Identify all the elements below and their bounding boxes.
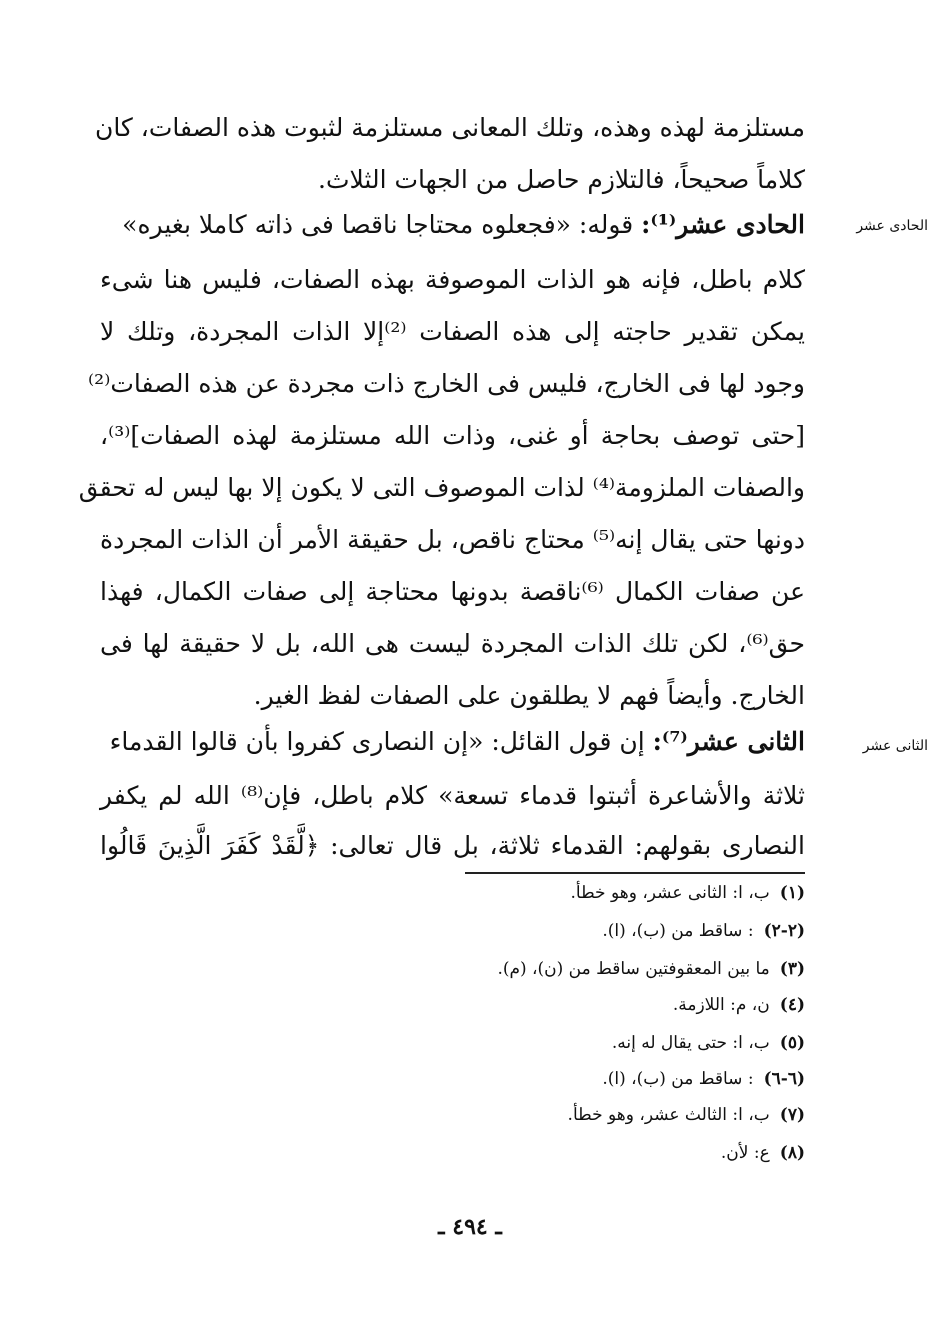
body-line: يمكن تقدير حاجته إلى هذه الصفات ⁽²⁾إلا الذات المجردة، وتلك لا (100, 317, 805, 346)
body-line: مستلزمة لهذه وهذه، وتلك المعانى مستلزمة لثبوت هذه الصفات، كان (94, 113, 805, 142)
footnote-text: ن، م: اللازمة. (672, 995, 770, 1015)
footnote (205, 880, 805, 906)
body-line: وجود لها فى الخارج، فليس فى الخارج ذات مجردة عن هذه الصفات⁽²⁾ (88, 369, 805, 398)
body-line: الخارج. وأيضاً فهم لا يطلقون على الصفات لفظ الغير. (253, 681, 805, 710)
body-line-text: إن قول القائل: «إن النصارى كفروا بأن قالوا القدماء (109, 727, 653, 756)
footnote-number: (٦-٦) (763, 1069, 805, 1089)
body-line: حق⁽⁶⁾، لكن تلك الذات المجردة ليست هى الله، بل لا حقيقة لها فى (100, 629, 805, 658)
body-line: عن صفات الكمال ⁽⁶⁾ناقصة بدونها محتاجة إلى صفات الكمال، فهذا (100, 577, 805, 606)
footnote-number: (٥) (779, 1033, 805, 1053)
body-line-section-twelve (109, 722, 805, 762)
footnote-number: (٢-٢) (763, 921, 805, 941)
body-line: كلام باطل، فإنه هو الذات الموصوفة بهذه الصفات، فليس هنا شىء (100, 265, 805, 294)
footnote-text: ب، ا: الثالث عشر، وهو خطأ. (567, 1105, 770, 1125)
margin-note-twelfth: الثانى عشر (862, 738, 928, 754)
section-heading-twelfth: الثانى عشر⁽⁷⁾: (652, 727, 805, 756)
page-number: ـ ٤٩٤ ـ (438, 1214, 502, 1240)
footnote (205, 956, 805, 982)
footnote (205, 992, 805, 1018)
footnote-text: ما بين المعقوفتين ساقط من (ن)، (م). (497, 959, 770, 979)
footnote (205, 1102, 805, 1128)
margin-note-eleventh: الحادى عشر (856, 218, 928, 234)
body-line: دونها حتى يقال إنه⁽⁵⁾ محتاج ناقص، بل حقيقة الأمر أن الذات المجردة (100, 525, 805, 554)
body-line: كلاماً صحيحاً، فالتلازم حاصل من الجهات الثلاث. (318, 165, 805, 194)
body-line-text: قوله: «فجعلوه محتاجا ناقصا فى ذاته كاملا بغيره» (122, 210, 642, 239)
body-line: النصارى بقولهم: القدماء ثلاثة، بل قال تعالى: ﴿لَّقَدْ كَفَرَ الَّذِينَ قَالُوا (100, 831, 805, 860)
body-line: والصفات الملزومة⁽⁴⁾ لذات الموصوف التى لا يكون إلا بها ليس له تحقق (78, 473, 805, 502)
footnote-text: ب، ا: الثانى عشر، وهو خطأ. (570, 883, 770, 903)
footnote-number: (٨) (779, 1143, 805, 1163)
footnote-number: (٤) (779, 995, 805, 1015)
body-line: [حتى توصف بحاجة أو غنى، وذات الله مستلزمة لهذه الصفات]⁽³⁾، (100, 421, 805, 450)
footnote-number: (٧) (779, 1105, 805, 1125)
footnote (205, 1030, 805, 1056)
body-line: ثلاثة والأشاعرة أثبتوا قدماء تسعة» كلام باطل، فإن⁽⁸⁾ الله لم يكفر (100, 781, 806, 810)
footnote (205, 1140, 805, 1166)
footnote-text: : ساقط من (ب)، (ا). (602, 1069, 754, 1089)
footnote-separator (465, 872, 805, 874)
footnote-text: ع: لأن. (720, 1143, 770, 1163)
footnote-number: (١) (779, 883, 805, 903)
footnote-text: ب، ا: حتى يقال له إنه. (611, 1033, 770, 1053)
footnote-number: (٣) (779, 959, 805, 979)
body-line-section-eleven (122, 205, 805, 245)
section-heading-eleventh: الحادى عشر⁽¹⁾: (641, 210, 805, 239)
footnote-text: : ساقط من (ب)، (ا). (602, 921, 754, 941)
footnote (205, 918, 805, 944)
footnote (205, 1066, 805, 1092)
